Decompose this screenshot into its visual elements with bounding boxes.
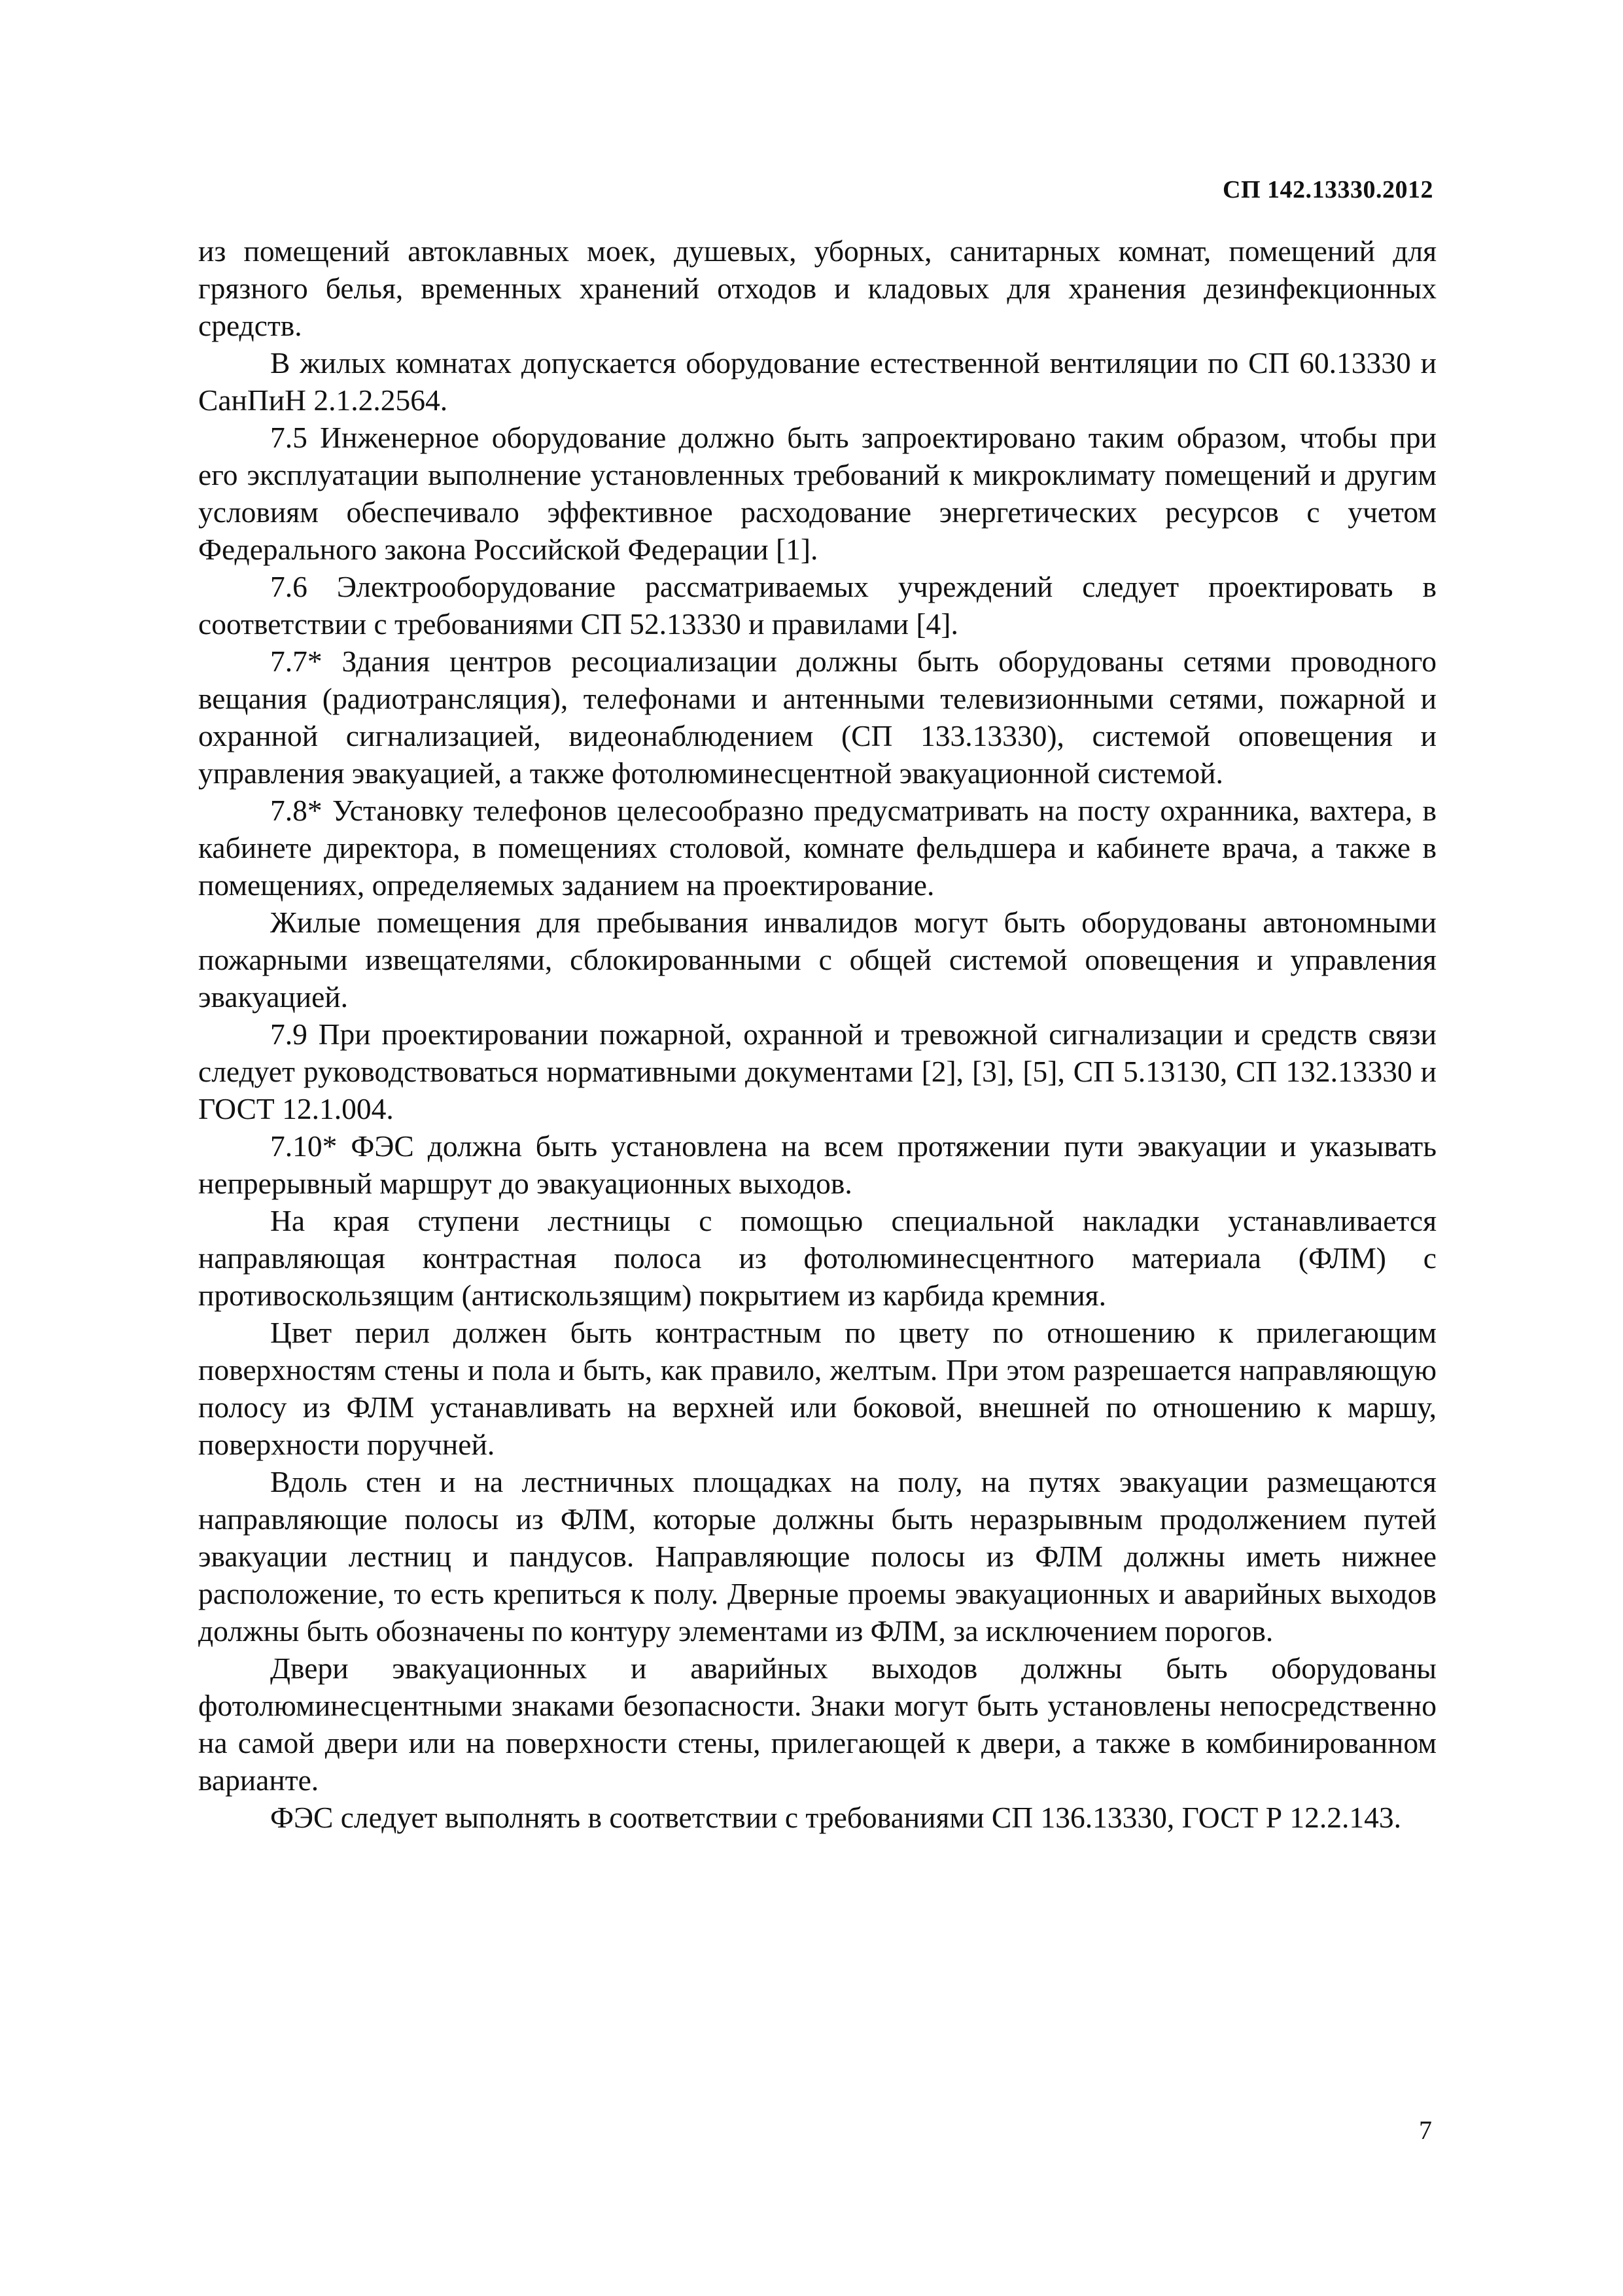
paragraph-7-10: 7.10* ФЭС должна быть установлена на всем протяжении пути эвакуации и указывать непрерывный маршрут до эвакуационных выходов.	[198, 1129, 1437, 1200]
paragraph-exit-doors: Двери эвакуационных и аварийных выходов должны быть оборудованы фотолюминесцентными знаками безопасности. Знаки могут быть установлены непосредственно на самой двери или на поверхности стены, прилегающей к двери, а также в комбинированном варианте.	[198, 1651, 1437, 1797]
document-body	[198, 232, 1437, 1836]
page-number: 7	[1419, 2115, 1432, 2145]
document-code-header: СП 142.13330.2012	[1223, 176, 1433, 203]
paragraph-natural-ventilation: В жилых комнатах допускается оборудование естественной вентиляции по СП 60.13330 и СанПиН 2.1.2.2564.	[198, 346, 1437, 417]
paragraph-7-6: 7.6 Электрооборудование рассматриваемых учреждений следует проектировать в соответствии с требованиями СП 52.13330 и правилами [4].	[198, 570, 1437, 641]
paragraph-continuation: из помещений автоклавных моек, душевых, уборных, санитарных комнат, помещений для грязного белья, временных хранений отходов и кладовых для хранения дезинфекционных средств.	[198, 234, 1437, 342]
paragraph-7-9: 7.9 При проектировании пожарной, охранной и тревожной сигнализации и средств связи следует руководствоваться нормативными документами [2], [3], [5], СП 5.13130, СП 132.13330 и ГОСТ 12.1.004.	[198, 1017, 1437, 1125]
paragraph-railing-color: Цвет перил должен быть контрастным по цвету по отношению к прилегающим поверхностям стены и пола и быть, как правило, желтым. При этом разрешается направляющую полосу из ФЛМ устанавливать на верхней или боковой, внешней по отношению к маршу, поверхности поручней.	[198, 1316, 1437, 1461]
paragraph-fes-requirements: ФЭС следует выполнять в соответствии с требованиями СП 136.13330, ГОСТ Р 12.2.143.	[270, 1801, 1402, 1834]
paragraph-stair-edges: На края ступени лестницы с помощью специальной накладки устанавливается направляющая контрастная полоса из фотолюминесцентного материала (ФЛМ) с противоскользящим (антискользящим) покрытием из карбида кремния.	[198, 1204, 1437, 1312]
paragraph-7-7: 7.7* Здания центров ресоциализации должны быть оборудованы сетями проводного вещания (радиотрансляция), телефонами и антенными телевизионными сетями, пожарной и охранной сигнализацией, видеонаблюдением (СП 133.13330), системой оповещения и управления эвакуацией, а также фотолюминесцентной эвакуационной системой.	[198, 645, 1437, 790]
paragraph-guide-strips: Вдоль стен и на лестничных площадках на полу, на путях эвакуации размещаются направляющие полосы из ФЛМ, которые должны быть неразрывным продолжением путей эвакуации лестниц и пандусов. Направляющие полосы из ФЛМ должны иметь нижнее расположение, то есть крепиться к полу. Дверные проемы эвакуационных и аварийных выходов должны быть обозначены по контуру элементами из ФЛМ, за исключением порогов.	[198, 1465, 1437, 1648]
paragraph-7-5: 7.5 Инженерное оборудование должно быть запроектировано таким образом, чтобы при его эксплуатации выполнение установленных требований к микроклимату помещений и другим условиям обеспечивало эффективное расходование энергетических ресурсов с учетом Федерального закона Российской Федерации [1].	[198, 421, 1437, 566]
paragraph-residential-rooms: Жилые помещения для пребывания инвалидов могут быть оборудованы автономными пожарными извещателями, сблокированными с общей системой оповещения и управления эвакуацией.	[198, 906, 1437, 1014]
paragraph-7-8: 7.8* Установку телефонов целесообразно предусматривать на посту охранника, вахтера, в кабинете директора, в помещениях столовой, комнате фельдшера и кабинете врача, а также в помещениях, определяемых заданием на проектирование.	[198, 794, 1437, 902]
